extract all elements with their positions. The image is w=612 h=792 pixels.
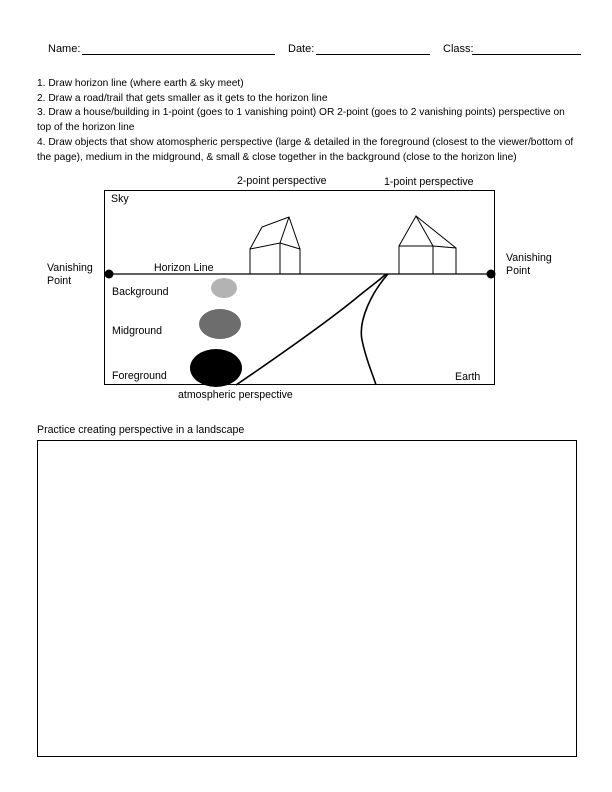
foreground-label: Foreground — [112, 370, 167, 382]
background-ellipse — [211, 278, 237, 298]
practice-drawing-area[interactable] — [37, 440, 577, 757]
instruction-4: 4. Draw objects that show atomospheric perspective (large & detailed in the foreground (closest to the viewer/bottom of the page), medium in the midground, & small & close together in the background (close to the horizon line) — [37, 136, 574, 163]
instruction-1: 1. Draw horizon line (where earth & sky meet) — [37, 78, 244, 89]
instruction-3: 3. Draw a house/building in 1-point (goes to 1 vanishing point) OR 2-point (goes to 2 vanishing points) perspective on top of the horizon line — [37, 107, 565, 134]
vanishing-point-left-label: Vanishing Point — [47, 262, 93, 287]
instruction-2: 2. Draw a road/trail that gets smaller as it gets to the horizon line — [37, 92, 328, 104]
name-label: Name: — [48, 43, 81, 55]
two-point-house — [250, 217, 300, 274]
foreground-ellipse — [190, 349, 242, 387]
horizon-line-label: Horizon Line — [154, 262, 214, 274]
atmospheric-perspective-caption: atmospheric perspective — [178, 389, 293, 401]
sky-label: Sky — [111, 193, 129, 205]
date-label: Date: — [288, 43, 315, 55]
one-point-house — [399, 216, 456, 274]
vanishing-point-right — [487, 270, 496, 279]
class-label: Class: — [443, 43, 474, 55]
background-label: Background — [112, 286, 169, 298]
one-point-label: 1-point perspective — [384, 176, 474, 188]
vanishing-point-left — [105, 270, 114, 279]
midground-label: Midground — [112, 325, 163, 337]
road — [236, 274, 388, 385]
practice-title: Practice creating perspective in a landscape — [37, 424, 245, 436]
two-point-label: 2-point perspective — [237, 175, 327, 187]
midground-ellipse — [199, 309, 241, 339]
vanishing-point-right-label: Vanishing Point — [506, 252, 552, 277]
earth-label: Earth — [455, 371, 481, 383]
